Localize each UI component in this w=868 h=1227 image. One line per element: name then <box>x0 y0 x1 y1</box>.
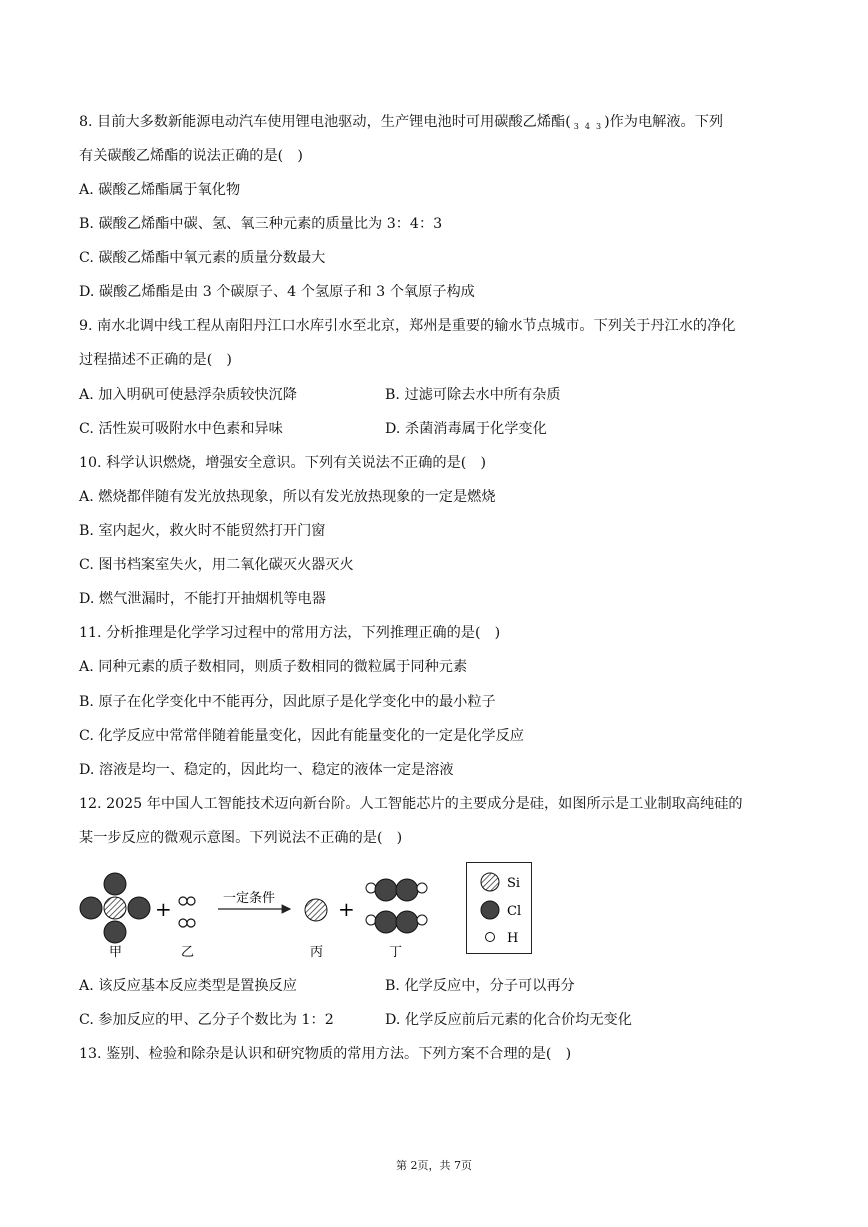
q11-option-d: D. 溶液是均一、稳定的，因此均一、稳定的液体一定是溶液 <box>79 762 454 778</box>
q8-option-c: C. 碳酸乙烯酯中氧元素的质量分数最大 <box>79 250 326 266</box>
q8-stem-line2: 有关碳酸乙烯酯的说法正确的是( ) <box>79 148 303 164</box>
q8-option-a: A. 碳酸乙烯酯属于氧化物 <box>79 182 241 198</box>
label-yi: 乙 <box>181 945 195 960</box>
q13-stem: 13. 鉴别、检验和除杂是认识和研究物质的常用方法。下列方案不合理的是( ) <box>79 1046 572 1062</box>
label-bing: 丙 <box>310 945 324 960</box>
molecule-ding-hcl <box>366 879 427 933</box>
q8-option-d: D. 碳酸乙烯酯是由 3 个碳原子、4 个氢原子和 3 个氧原子构成 <box>79 284 475 300</box>
q10-option-c: C. 图书档案室失火，用二氧化碳灭火器灭火 <box>79 557 354 573</box>
legend-si-icon <box>481 873 499 891</box>
q11-stem: 11. 分析推理是化学学习过程中的常用方法，下列推理正确的是( ) <box>79 625 501 641</box>
q9-option-c: C. 活性炭可吸附水中色素和异味 <box>79 421 283 437</box>
q10-option-a: A. 燃烧都伴随有发光放热现象，所以有发光放热现象的一定是燃烧 <box>79 489 496 505</box>
formula-subscript: 4 <box>584 122 590 131</box>
reaction-condition: 一定条件 <box>223 891 276 906</box>
q10-option-d: D. 燃气泄漏时，不能打开抽烟机等电器 <box>79 591 326 607</box>
q9-option-a: A. 加入明矾可使悬浮杂质较快沉降 <box>79 387 297 403</box>
legend-cl-icon <box>481 901 499 919</box>
q12-stem-line1: 12. 2025 年中国人工智能技术迈向新台阶。人工智能芯片的主要成分是硅，如图所示是工业制取高纯硅的 <box>79 796 743 812</box>
q12-option-a: A. 该反应基本反应类型是置换反应 <box>79 978 297 994</box>
q12-option-d: D. 化学反应前后元素的化合价均无变化 <box>385 1012 632 1028</box>
q9-option-d: D. 杀菌消毒属于化学变化 <box>385 421 547 437</box>
q12-option-c: C. 参加反应的甲、乙分子个数比为 1：2 <box>79 1012 334 1028</box>
molecule-bing-si <box>305 899 327 921</box>
q9-stem-line1: 9. 南水北调中线工程从南阳丹江口水库引水至北京，郑州是重要的输水节点城市。下列关于丹江水的净化 <box>79 318 736 334</box>
formula-subscript: 3 <box>595 122 602 131</box>
q11-option-a: A. 同种元素的质子数相同，则质子数相同的微粒属于同种元素 <box>79 659 468 675</box>
plus-sign-1: + <box>155 897 172 921</box>
molecule-jia-sicl4 <box>80 873 150 943</box>
q9-stem-line2: 过程描述不正确的是( ) <box>79 352 232 368</box>
plus-sign-2: + <box>338 897 355 921</box>
diagram-legend <box>466 862 532 954</box>
legend-h-label: H <box>507 931 519 946</box>
formula-subscript: 3 <box>573 122 579 131</box>
legend-h-icon <box>486 933 495 942</box>
page-footer: 第 2页，共 7页 <box>396 1159 472 1172</box>
q12-option-b: B. 化学反应中，分子可以再分 <box>385 978 575 994</box>
q8-stem-line1: 8. 目前大多数新能源电动汽车使用锂电池驱动，生产锂电池时可用碳酸乙烯酯( $_3$ $_4$ $_3$ )作为电解液。下列 <box>79 114 724 131</box>
q12-stem-line2: 某一步反应的微观示意图。下列说法不正确的是( ) <box>79 830 403 846</box>
legend-si-label: Si <box>507 876 521 891</box>
legend-cl-label: Cl <box>507 904 522 919</box>
q8-option-b: B. 碳酸乙烯酯中碳、氢、氧三种元素的质量比为 3：4：3 <box>79 216 443 232</box>
q10-option-b: B. 室内起火，救火时不能贸然打开门窗 <box>79 523 326 539</box>
q9-option-b: B. 过滤可除去水中所有杂质 <box>385 387 561 403</box>
q11-option-b: B. 原子在化学变化中不能再分，因此原子是化学变化中的最小粒子 <box>79 694 496 710</box>
q11-option-c: C. 化学反应中常常伴随着能量变化，因此有能量变化的一定是化学反应 <box>79 728 524 744</box>
molecule-yi-h2 <box>179 897 195 927</box>
label-ding: 丁 <box>389 945 403 960</box>
label-jia: 甲 <box>109 945 123 960</box>
q10-stem: 10. 科学认识燃烧，增强安全意识。下列有关说法不正确的是( ) <box>79 455 487 471</box>
